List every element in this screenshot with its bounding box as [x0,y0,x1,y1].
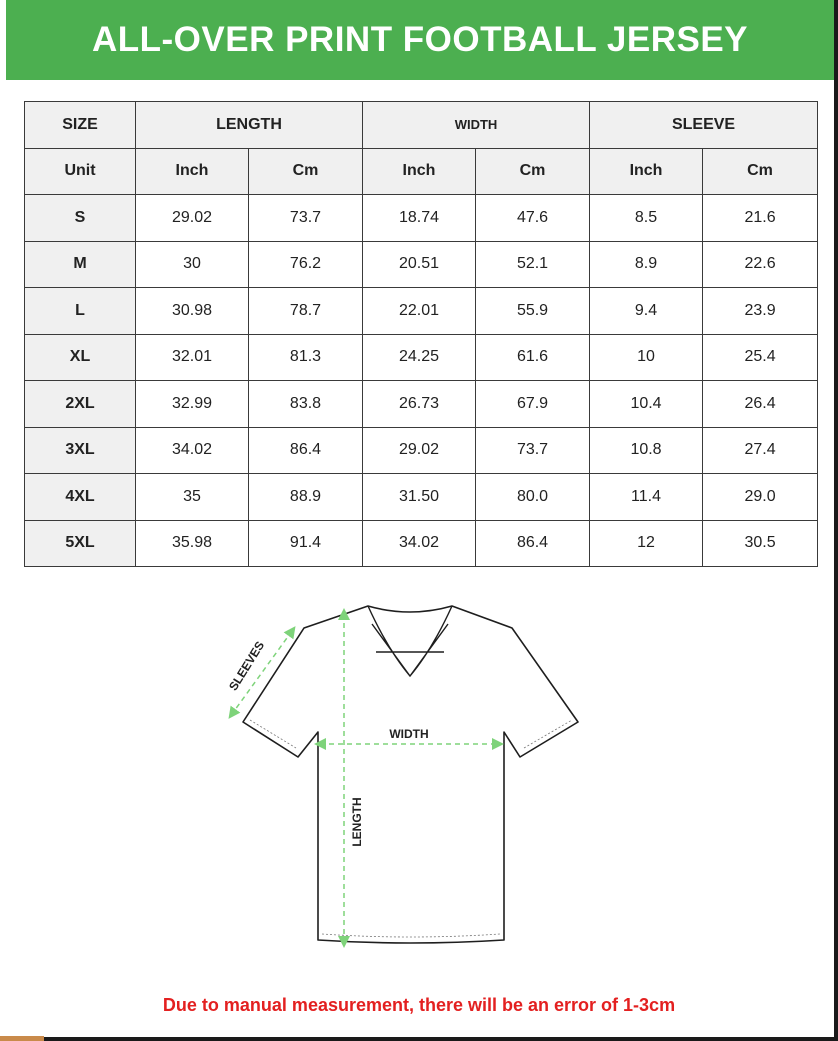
corner-mark [0,1036,44,1041]
length-cm-cell: 76.2 [249,241,363,288]
header-length: LENGTH [136,102,363,149]
width-inch-cell: 20.51 [363,241,476,288]
sleeve-cm-cell: 30.5 [703,520,818,567]
table-row [25,427,818,474]
width-inch-cell: 18.74 [363,195,476,242]
length-inch-cell: 30.98 [136,288,249,335]
length-cm-cell: 73.7 [249,195,363,242]
length-cm-cell: 78.7 [249,288,363,335]
width-cm-cell: 47.6 [476,195,590,242]
width-cm-cell: 61.6 [476,334,590,381]
unit-sleeve-inch: Inch [590,148,703,195]
table-row [25,195,818,242]
size-cell: 4XL [25,474,136,521]
sleeve-cm-cell: 23.9 [703,288,818,335]
length-inch-cell: 32.99 [136,381,249,428]
table-group-header-row [25,102,818,149]
size-cell: 5XL [25,520,136,567]
sleeve-inch-cell: 11.4 [590,474,703,521]
width-label: WIDTH [389,727,429,741]
title-banner [6,0,834,80]
size-cell: 3XL [25,427,136,474]
width-inch-cell: 31.50 [363,474,476,521]
length-inch-cell: 34.02 [136,427,249,474]
sleeve-inch-cell: 8.9 [590,241,703,288]
sleeve-cm-cell: 21.6 [703,195,818,242]
width-inch-cell: 22.01 [363,288,476,335]
sleeve-inch-cell: 12 [590,520,703,567]
width-inch-cell: 26.73 [363,381,476,428]
width-cm-cell: 67.9 [476,381,590,428]
sleeve-inch-cell: 10 [590,334,703,381]
table-row [25,381,818,428]
sleeve-cm-cell: 25.4 [703,334,818,381]
width-cm-cell: 86.4 [476,520,590,567]
page-title: ALL-OVER PRINT FOOTBALL JERSEY [91,20,749,59]
unit-label: Unit [25,148,136,195]
length-inch-cell: 29.02 [136,195,249,242]
length-cm-cell: 81.3 [249,334,363,381]
width-cm-cell: 55.9 [476,288,590,335]
unit-length-inch: Inch [136,148,249,195]
jersey-outline-icon [210,595,610,965]
unit-width-cm: Cm [476,148,590,195]
table-unit-header-row [25,148,818,195]
width-cm-cell: 80.0 [476,474,590,521]
length-label: LENGTH [350,797,364,847]
unit-sleeve-cm: Cm [703,148,818,195]
table-row [25,334,818,381]
width-inch-cell: 29.02 [363,427,476,474]
header-size: SIZE [25,102,136,149]
jersey-body-outline [243,606,578,943]
length-cm-cell: 88.9 [249,474,363,521]
length-inch-cell: 32.01 [136,334,249,381]
sleeve-inch-cell: 8.5 [590,195,703,242]
table-row [25,241,818,288]
header-width: WIDTH [363,102,590,149]
table-row [25,520,818,567]
sleeve-inch-cell: 9.4 [590,288,703,335]
header-sleeve: SLEEVE [590,102,818,149]
size-cell: L [25,288,136,335]
sleeve-inch-cell: 10.4 [590,381,703,428]
size-cell: S [25,195,136,242]
length-cm-cell: 83.8 [249,381,363,428]
size-cell: 2XL [25,381,136,428]
size-cell: XL [25,334,136,381]
sleeves-label: SLEEVES [226,638,268,694]
length-cm-cell: 91.4 [249,520,363,567]
sleeve-cm-cell: 29.0 [703,474,818,521]
size-cell: M [25,241,136,288]
width-inch-cell: 34.02 [363,520,476,567]
length-inch-cell: 30 [136,241,249,288]
unit-length-cm: Cm [249,148,363,195]
width-inch-cell: 24.25 [363,334,476,381]
table-row [25,288,818,335]
length-inch-cell: 35.98 [136,520,249,567]
sleeve-cm-cell: 22.6 [703,241,818,288]
size-chart-table [24,101,818,567]
length-cm-cell: 86.4 [249,427,363,474]
unit-width-inch: Inch [363,148,476,195]
width-cm-cell: 73.7 [476,427,590,474]
table-row [25,474,818,521]
sleeve-cm-cell: 27.4 [703,427,818,474]
width-cm-cell: 52.1 [476,241,590,288]
sleeve-inch-cell: 10.8 [590,427,703,474]
sleeve-cm-cell: 26.4 [703,381,818,428]
measurement-note: Due to manual measurement, there will be an error of 1-3cm [162,995,676,1015]
length-inch-cell: 35 [136,474,249,521]
